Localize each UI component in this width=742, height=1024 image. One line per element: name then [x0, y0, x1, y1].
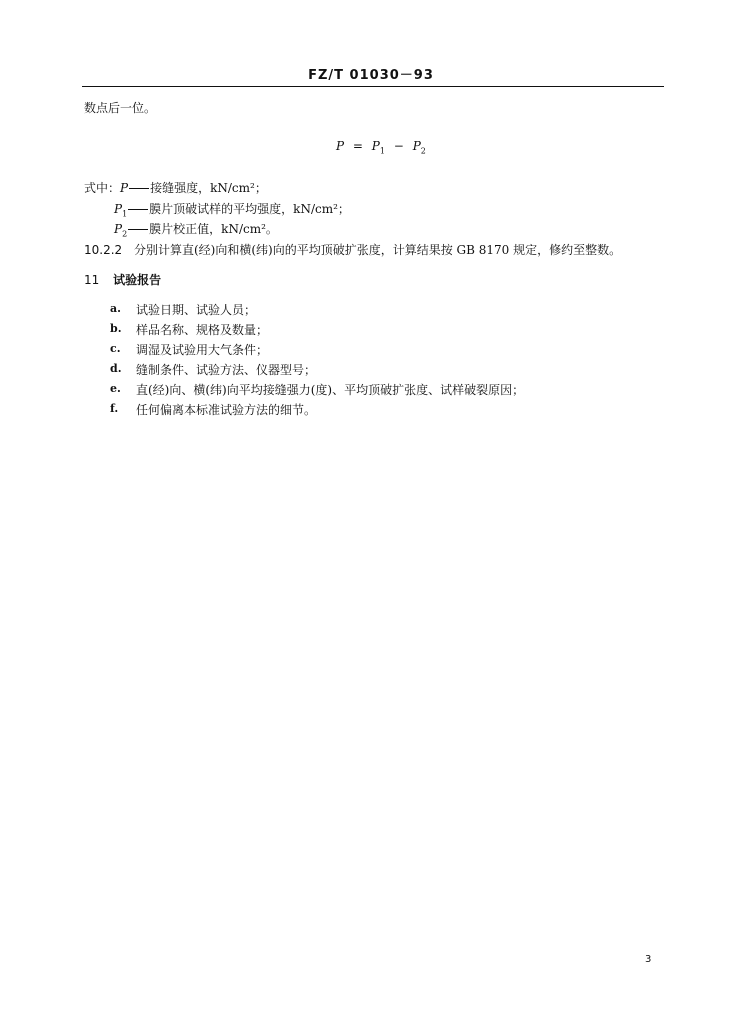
list-item-text: 试验日期、试验人员； [136, 303, 257, 317]
list-item-letter: e. [110, 382, 121, 395]
where-symbol: $P_2$ [114, 222, 128, 239]
em-dash [128, 209, 148, 210]
where-definition: 接缝强度，kN/cm²； [150, 181, 267, 195]
section-title: 试验报告 [113, 273, 162, 287]
clause-10-2-2 [84, 242, 621, 258]
continuation-text: 数点后一位。 [84, 101, 157, 115]
formula-term2: P [412, 139, 421, 153]
formula-term1-sub: 1 [379, 146, 385, 156]
list-item-letter: c. [110, 342, 121, 355]
list-item-text: 直(经)向、横(纬)向平均接缝强力(度)、平均顶破扩张度、试样破裂原因； [136, 383, 525, 397]
clause-text: 分别计算直(经)向和横(纬)向的平均顶破扩张度，计算结果按 GB 8170 规定，修约至整数。 [134, 243, 622, 257]
page-number: 3 [645, 954, 652, 965]
where-line-2 [114, 201, 350, 222]
list-item-text: 样品名称、规格及数量； [136, 323, 269, 337]
where-intro: 式中： [84, 181, 121, 195]
where-line-1 [84, 180, 267, 196]
section-11-heading [84, 272, 161, 288]
formula-lhs: P [336, 139, 345, 153]
section-number: 11 [84, 273, 100, 287]
em-dash [128, 229, 148, 230]
where-symbol: $P_1$ [114, 202, 128, 219]
where-definition: 膜片顶破试样的平均强度，kN/cm²； [149, 202, 350, 216]
where-symbol: P [120, 181, 129, 195]
formula-term2-sub: 2 [420, 146, 426, 156]
list-item-text: 缝制条件、试验方法、仪器型号； [136, 363, 317, 377]
header-rule [82, 86, 664, 87]
clause-number: 10.2.2 [84, 243, 123, 257]
em-dash [129, 188, 149, 189]
formula-equals: = [352, 139, 363, 153]
list-item-letter: f. [110, 402, 119, 415]
formula [336, 139, 426, 155]
list-item-letter: d. [110, 362, 122, 375]
formula-term1: P [371, 139, 380, 153]
formula-minus: − [393, 139, 404, 153]
where-definition: 膜片校正值，kN/cm²。 [149, 222, 278, 236]
list-item-text: 调湿及试验用大气条件； [136, 343, 269, 357]
list-item-letter: a. [110, 302, 121, 315]
standard-code: FZ/T 01030－93 [308, 68, 434, 83]
list-item-text: 任何偏离本标准试验方法的细节。 [136, 403, 317, 417]
list-item-letter: b. [110, 322, 122, 335]
where-line-3 [114, 221, 278, 242]
